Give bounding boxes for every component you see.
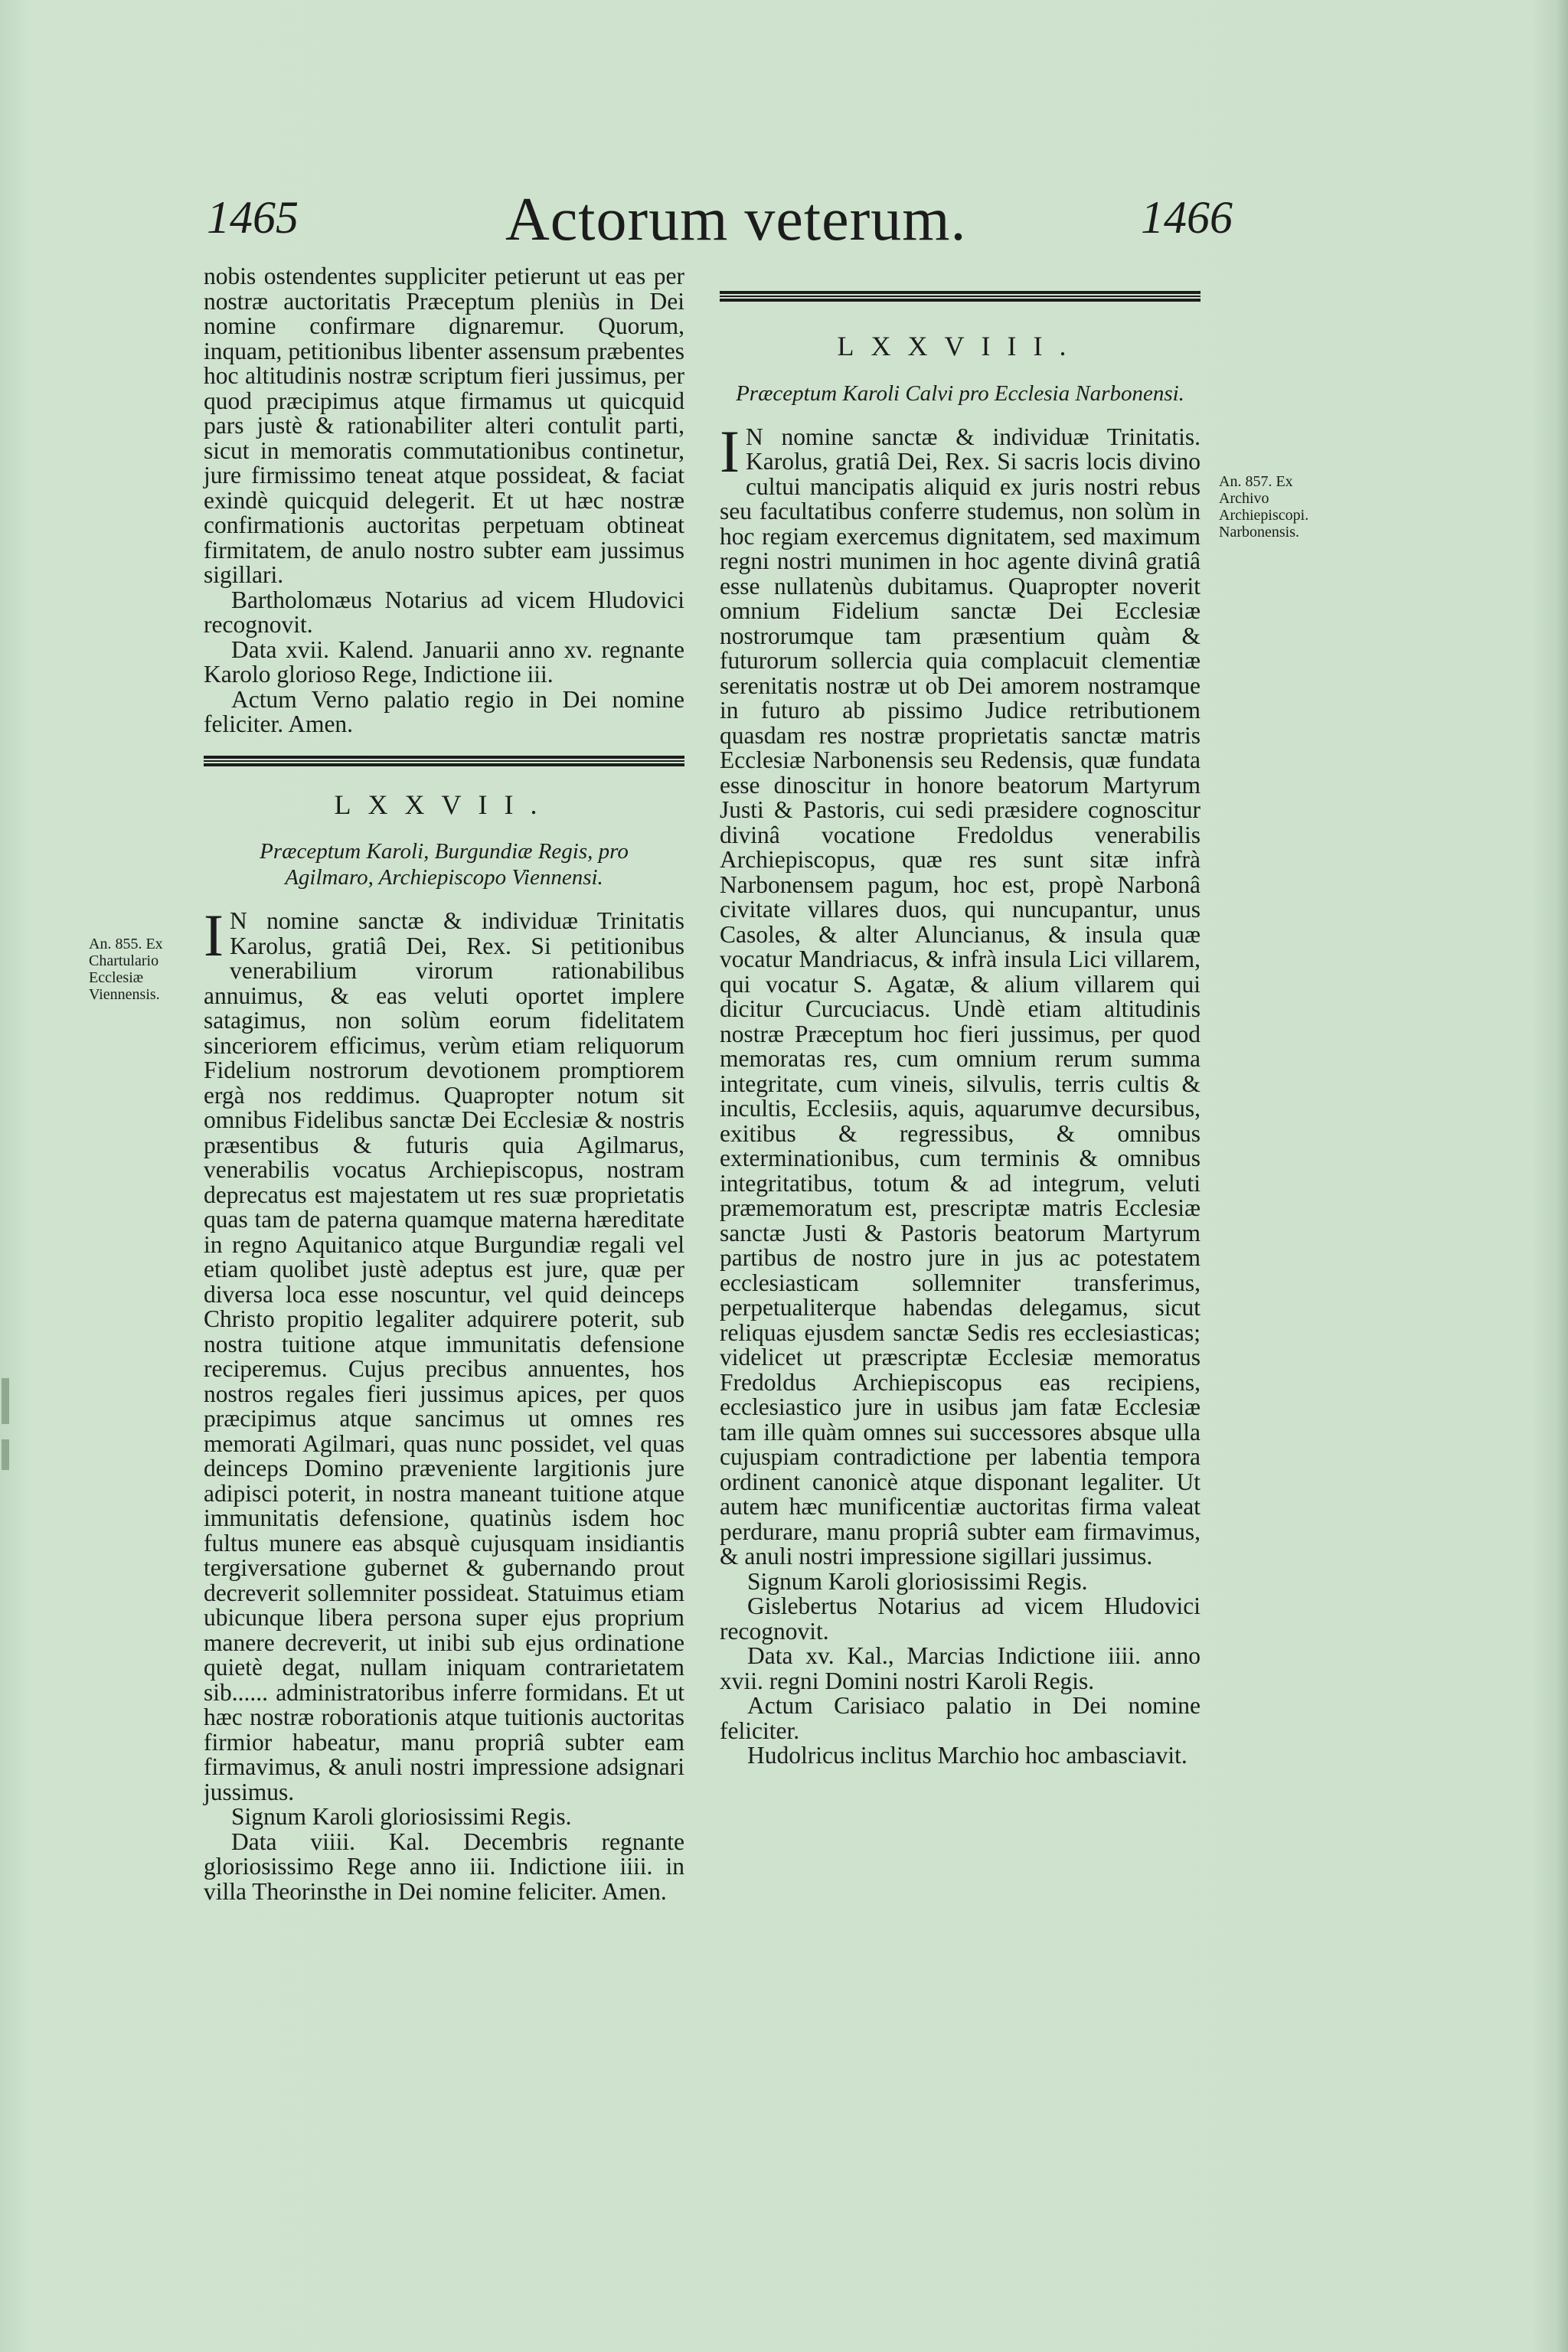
- document-numeral: LXXVIII.: [837, 331, 1083, 361]
- running-header: [207, 186, 1233, 253]
- drop-cap: I: [720, 417, 740, 485]
- page-number-right: 1466: [1141, 192, 1233, 243]
- section-divider: [720, 291, 1200, 302]
- dating-line: Data viiii. Kal. Decembris regnante gloriosissimo Rege anno iii. Indictione iiii. in villa Theorinsthe in Dei nomine feliciter. Amen.: [204, 1828, 684, 1905]
- marginal-note-left: An. 855. Ex Chartulario Ecclesiæ Viennensis.: [89, 936, 163, 1003]
- recognition-line: Gislebertus Notarius ad vicem Hludovici recognovit.: [720, 1592, 1200, 1645]
- ambasciavit-line: Hudolricus inclitus Marchio hoc ambasciavit.: [747, 1742, 1187, 1769]
- body-text: N nomine sanctæ & individuæ Trinitatis. Karolus, gratiâ Dei, Rex. Si sacris locis divino cultui mancipatis aliquid ex juris nostri rebus seu facultatibus conferre studemus, non solùm in hoc regiam exercemus dignitatem, sed maximum regni nostri munimen in hoc agente divinâ gratiâ esse nullatenùs dubitamus. Quapropter noverit omnium Fidelium sanctæ Dei Ecclesiæ nostrorumque tam præsentium quàm & futurorum sollercia quia complacuit clementiæ serenitatis nostræ ut ob Dei amorem nostramque in futuro ab pissimo Judice retributionem quasdam res nostræ proprietatis sanctæ matris Ecclesiæ Narbonensis seu Redensis, quæ fundata esse dinoscitur in honore beatorum Martyrum Justi & Pastoris, cui sedi præsidere cognoscitur divinâ vocatione Fredoldus venerabilis Archiepiscopus, quæ res sunt sitæ infrà Narbonensem pagum, hoc est, propè Narbonâ civitate villares duos, qui nuncupantur, unus Casoles, & alter Aluncianus, & insula quæ vocatur Mandriacus, & infrà insula Lici villarem, qui vocatur S. Agatæ, & alium villarem qui dicitur Curcuciacus. Undè etiam altitudinis nostræ Præceptum hoc fieri jussimus, per quod memoratas res, cum omnium rerum summa integritate, cum vineis, silvulis, terris cultis & incultis, Ecclesiis, aquis, aquarumve decursibus, exitibus & regressibus, & omnibus exterminationibus, cum terminis & omnibus integritatibus, totum & ad integrum, veluti præmemoratum est, prescriptæ matris Ecclesiæ sanctæ Justi & Pastoris beatorum Martyrum partibus de nostro jure in jus ac potestatem ecclesiasticam sollemniter transferimus, perpetualiterque habendas delegamus, sicut reliquas ejusdem sanctæ Sedis res ecclesiasticas; videlicet ut præscriptæ Ecclesiæ memoratus Fredoldus Archiepiscopus eas recipiens, ecclesiastico jure in usibus jam fatæ Ecclesiæ tam ille quàm omnes sui successores absque ulla cujuspiam contradictione per labentia tempora ordinent canonicè atque disponant legaliter. Ut autem hæc munificentiæ auctoritas firma valeat perdurare, manu propriâ subter eam firmavimus, & anuli nostri impressione sigillari jussimus.: [720, 423, 1200, 1570]
- actum-line: Actum Carisiaco palatio in Dei nomine feliciter.: [720, 1692, 1200, 1744]
- page-edge: [1554, 0, 1568, 2352]
- binding-mark: [2, 1439, 9, 1470]
- recognition-line: Bartholomæus Notarius ad vicem Hludovici recognovit.: [204, 586, 684, 638]
- document-numeral: LXXVII.: [334, 789, 554, 820]
- body-text: N nomine sanctæ & individuæ Trinitatis Karolus, gratiâ Dei, Rex. Si petitionibus venerabilium virorum rationabilibus annuimus, & eas veluti oportet implere satagimus, non solùm eorum fidelitatem sinceriorem efficimus, verùm etiam reliquorum Fidelium nostrorum devotionem promptiorem ergà nos reddimus. Quapropter notum sit omnibus Fidelibus sanctæ Dei Ecclesiæ & nostris præsentibus & futuris quia Agilmarus, venerabilis vocatus Archiepiscopus, nostram deprecatus est majestatem ut res suæ proprietatis quas tam de paterna quamque materna hæreditate in regno Aquitanico atque Burgundiæ regali vel etiam quolibet justè adeptus est jure, quæ per diversa loca esse noscuntur, vel quid deinceps Christo propitio legaliter adquirere poterit, sub nostra tuitione atque immunitatis defensione reciperemus. Cujus precibus annuentes, hos nostros regales fieri jussimus apices, per quos præcipimus atque sancimus ut omnes res memorati Agilmari, quas nunc possidet, vel quas deinceps Domino præveniente largitionis jure adipisci poterit, in nostra maneant tuitione atque immunitatis defensione, quatinùs isdem hoc fultus munere eas absquè cujusquam insidiantis tergiversatione gubernet & gubernando prout decreverit sollemniter possideat. Statuimus etiam ubicunque libera persona super ejus proprium manere decreverit, ut inibi sub ejus ordinatione quietè degat, nullam iniquam contrarietatem sib...... administratoribus inferre formidans. Et ut hæc nostræ roborationis atque tuitionis auctoritas firmior habeatur, manu propriâ subter eam firmavimus, & anuli nostri impressione adsignari jussimus.: [204, 907, 684, 1805]
- page-number-left: 1465: [207, 192, 299, 243]
- document-title: Præceptum Karoli, Burgundiæ Regis, pro Agilmaro, Archiepiscopo Viennensi.: [260, 839, 629, 890]
- section-divider: [204, 756, 684, 766]
- dating-line: Data xv. Kal., Marcias Indictione iiii. anno xvii. regni Domini nostri Karoli Regis.: [720, 1642, 1200, 1694]
- continuation-paragraph: nobis ostendentes suppliciter petierunt ut eas per nostræ auctoritatis Præceptum pleniùs in Dei nomine confirmare dignaremur. Quorum, inquam, petitionibus libenter assensum præbentes hoc altitudinis nostræ scriptum fieri jussimus, per quod præcipimus atque firmamus ut quicquid pars justè & rationabiliter alteri contulit parti, sicut in memoratis commutationibus continetur, jure firmissimo teneat atque possideat, & faciat exindè quicquid delegerit. Et ut hæc nostræ confirmationis auctoritas perpetuam obtineat firmitatem, de anulo nostro subter eam jussimus sigillari.: [204, 263, 684, 588]
- running-title: Actorum veterum.: [505, 186, 967, 253]
- signum-line: Signum Karoli gloriosissimi Regis.: [747, 1567, 1088, 1595]
- marginal-note-right: An. 857. Ex Archivo Archiepiscopi. Narbonensis.: [1219, 473, 1309, 541]
- document-title: Præceptum Karoli Calvi pro Ecclesia Narbonensi.: [736, 381, 1184, 406]
- actum-line: Actum Verno palatio regio in Dei nomine feliciter. Amen.: [204, 685, 684, 737]
- binding-mark: [2, 1378, 9, 1424]
- dating-line: Data xvii. Kalend. Januarii anno xv. regnante Karolo glorioso Rege, Indictione iii.: [204, 635, 684, 688]
- left-column: [204, 264, 684, 1904]
- right-column: [720, 291, 1200, 1769]
- signum-line: Signum Karoli gloriosissimi Regis.: [231, 1803, 572, 1830]
- document-body: [204, 902, 684, 1805]
- drop-cap: I: [204, 902, 224, 969]
- document-body: [720, 417, 1200, 1570]
